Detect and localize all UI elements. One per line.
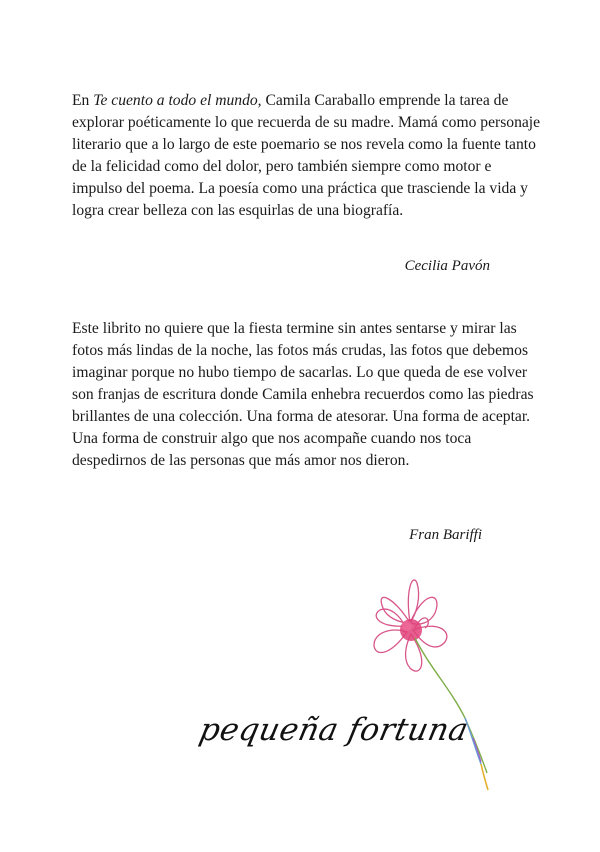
book-title: Te cuento a todo el mundo,	[93, 92, 262, 109]
signature-fran-bariffi: Fran Bariffi	[409, 527, 482, 543]
paragraph-body: Camila Caraballo emprende la tarea de explorar poéticamente lo que recuerda de su madre. Mamá como personaje literario que a lo largo de este poemario se nos revela como la fuente tanto de la felicidad como del dolor, pero también siempre como motor e impulso del poema. La poesía como una práctica que trasciende la vida y logra crear belleza con las esquirlas de una biografía.	[72, 92, 541, 219]
signature-cecilia-pavon: Cecilia Pavón	[404, 258, 490, 274]
flower-illustration	[355, 568, 505, 808]
paragraph-prefix: En	[72, 92, 94, 109]
publisher-logo: pequeña fortuna	[196, 712, 472, 748]
blurb-paragraph-fran: Este librito no quiere que la fiesta termine sin antes sentarse y mirar las fotos más lindas de la noche, las fotos más crudas, las fotos que debemos imaginar porque no hubo tiempo de sacarlas. Lo que queda de ese volver son franjas de escritura donde Camila enhebra recuerdos como las piedras brillantes de una colección. Una forma de atesorar. Una forma de aceptar. Una forma de construir algo que nos acompañe cuando nos toca despedirnos de las personas que más amor nos dieron.	[72, 320, 534, 469]
blurb-paragraph-cecilia	[72, 90, 542, 222]
